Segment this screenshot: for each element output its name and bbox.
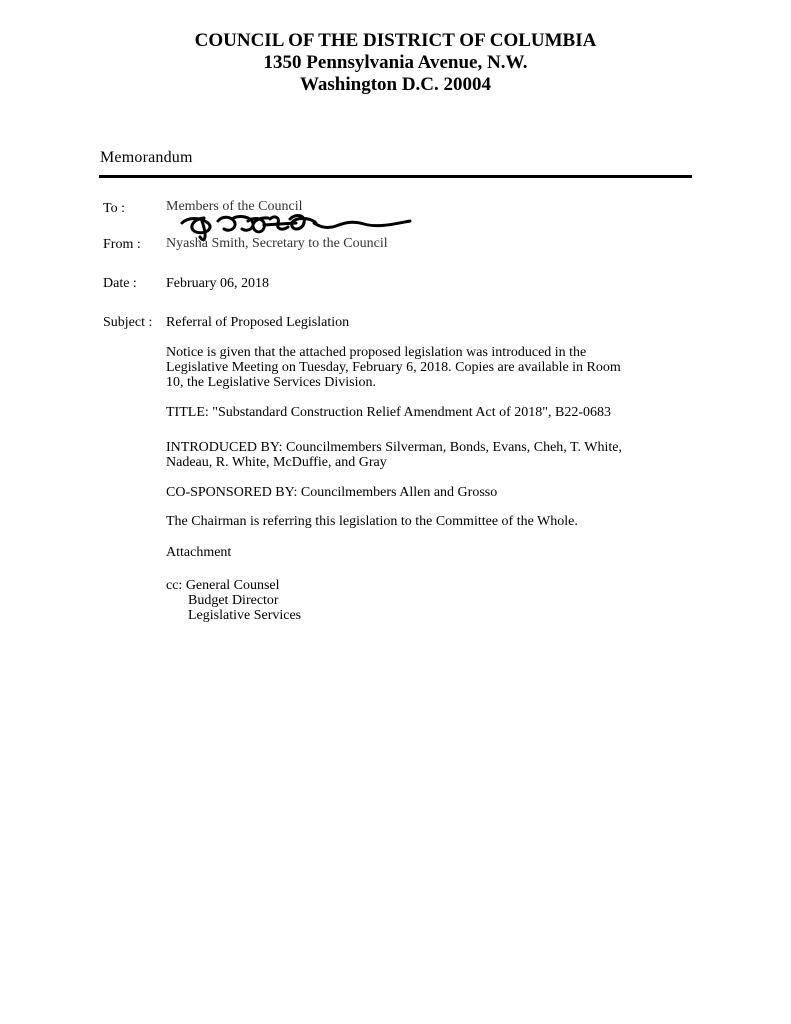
attachment-paragraph: [166, 545, 686, 560]
subject-label: Subject :: [103, 315, 153, 330]
chairman-line: The Chairman is referring this legislation to the Committee of the Whole.: [166, 514, 578, 529]
to-label: To :: [103, 201, 125, 216]
cc-item: Legislative Services: [188, 608, 302, 623]
notice-paragraph: [166, 345, 686, 390]
introduced-line: Nadeau, R. White, McDuffie, and Gray: [166, 455, 387, 470]
title-paragraph: [166, 405, 686, 420]
from-label: From :: [103, 237, 141, 252]
legislation-title: TITLE: "Substandard Construction Relief Amendment Act of 2018", B22-0683: [166, 405, 611, 420]
notice-line: Notice is given that the attached proposed legislation was introduced in the: [166, 345, 587, 360]
date-label: Date :: [103, 276, 137, 291]
to-value: Members of the Council: [166, 199, 303, 214]
chairman-paragraph: [166, 514, 686, 529]
letterhead: [0, 30, 791, 96]
letterhead-organization: COUNCIL OF THE DISTRICT OF COLUMBIA: [194, 30, 597, 51]
cc-list: [166, 578, 686, 623]
date-value: February 06, 2018: [166, 276, 270, 291]
introduced-paragraph: [166, 440, 686, 470]
cc-item: Budget Director: [188, 593, 279, 608]
cosponsored-paragraph: [166, 485, 686, 500]
cosponsored-line: CO-SPONSORED BY: Councilmembers Allen and Grosso: [166, 485, 498, 500]
from-value: Nyasha Smith, Secretary to the Council: [166, 236, 388, 251]
header-divider: [99, 175, 692, 178]
letterhead-city: Washington D.C. 20004: [299, 74, 492, 95]
notice-line: 10, the Legislative Services Division.: [166, 375, 376, 390]
notice-line: Legislative Meeting on Tuesday, February 6, 2018. Copies are available in Room: [166, 360, 621, 375]
letterhead-street: 1350 Pennsylvania Avenue, N.W.: [263, 52, 528, 73]
attachment-label: Attachment: [166, 545, 232, 560]
introduced-line: INTRODUCED BY: Councilmembers Silverman, Bonds, Evans, Cheh, T. White,: [166, 440, 623, 455]
subject-value: Referral of Proposed Legislation: [166, 315, 350, 330]
cc-general-counsel: cc: General Counsel: [166, 578, 280, 593]
memo-title: Memorandum: [100, 149, 193, 166]
